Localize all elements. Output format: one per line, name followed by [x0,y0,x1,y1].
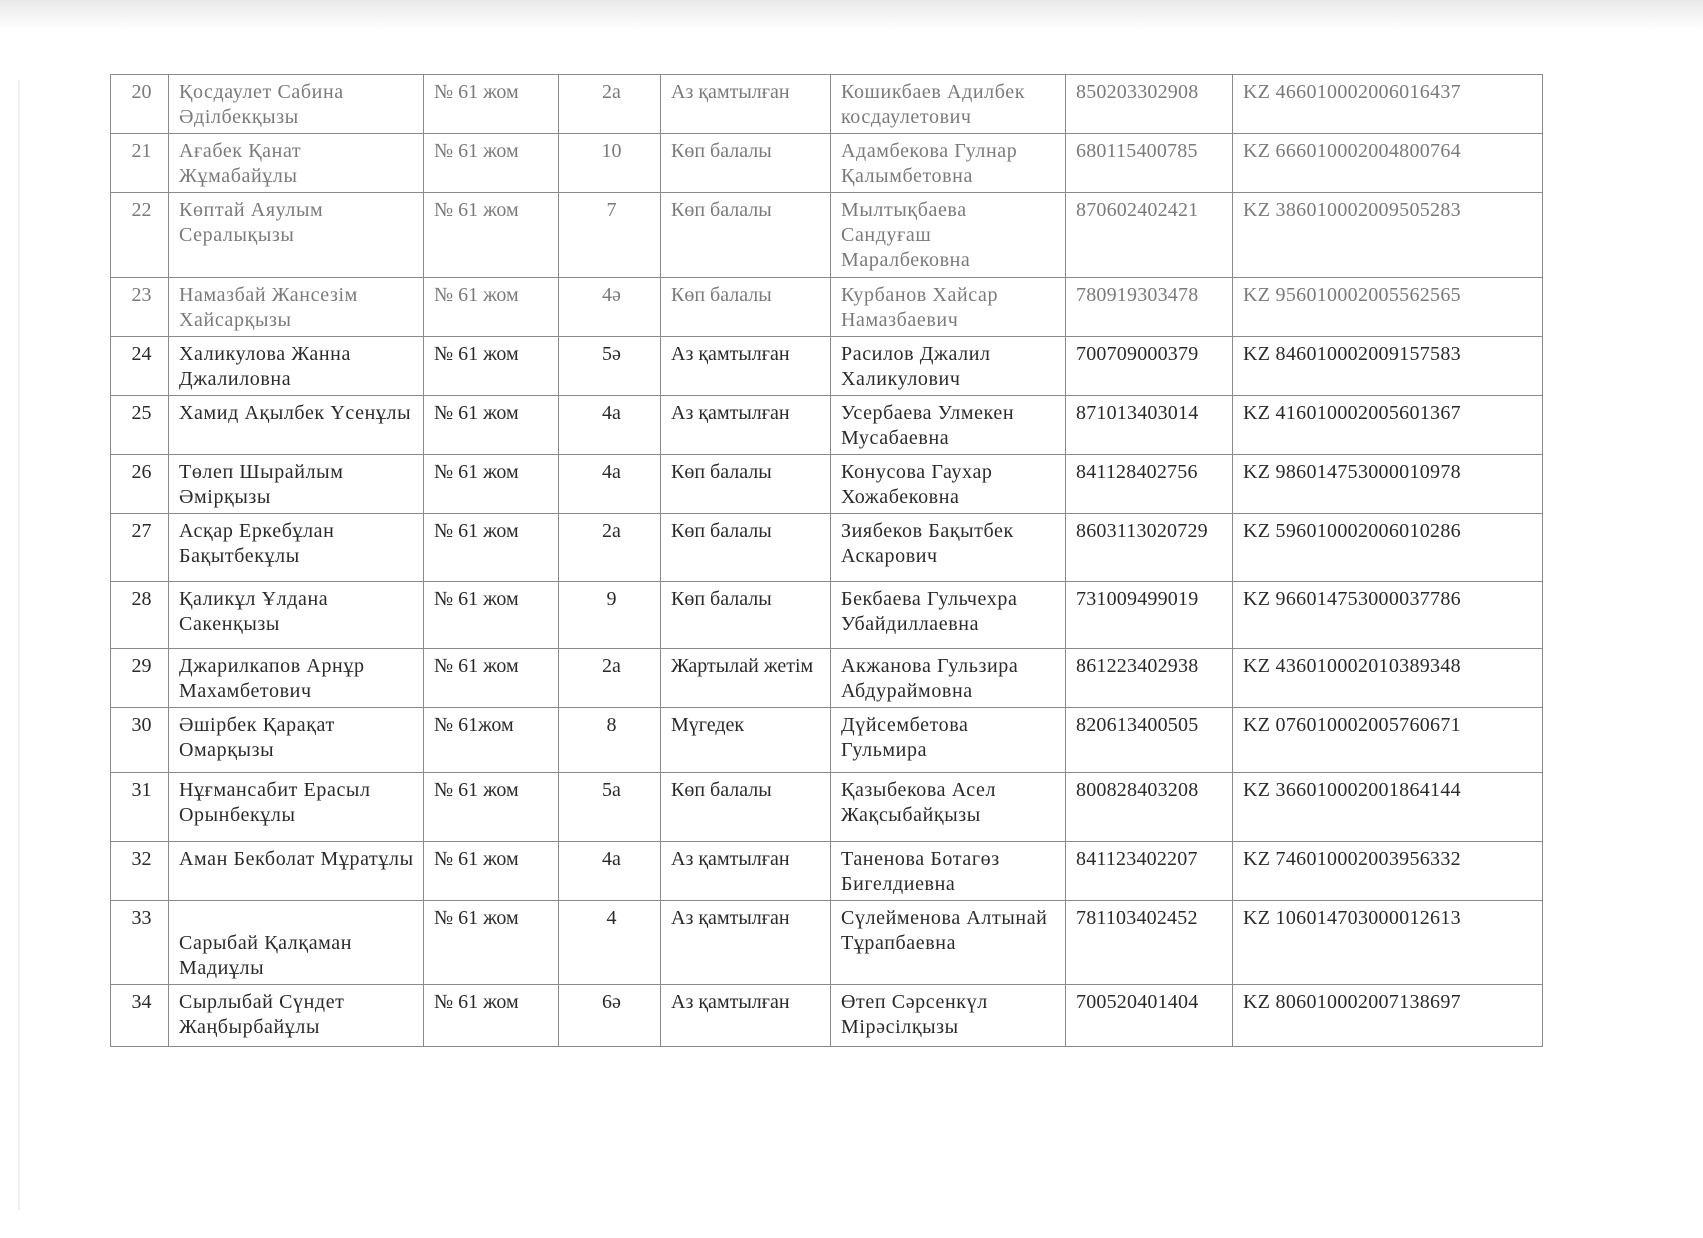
grade: 6ә [559,985,661,1047]
parent-name: Қазыбекова Асел Жақсыбайқызы [831,773,1066,842]
grade: 2а [559,649,661,708]
grade: 8 [559,708,661,773]
parent-iin: 871013403014 [1066,396,1233,455]
student-name: Әшірбек Қарақат Омарқызы [169,708,424,773]
social-category: Көп балалы [661,514,831,582]
parent-name: Кошикбаев Адилбек косдаулетович [831,75,1066,134]
social-category: Көп балалы [661,582,831,649]
school-name: № 61 жом [424,75,559,134]
student-name: Аман Бекболат Мұратұлы [169,842,424,901]
table-row [111,514,1543,582]
row-number: 27 [111,514,169,582]
parent-iin: 8603113020729 [1066,514,1233,582]
table-row [111,649,1543,708]
parent-iin: 700709000379 [1066,337,1233,396]
scan-edge [18,80,20,1210]
student-name: Көптай Аяулым Сералықызы [169,193,424,278]
row-number: 30 [111,708,169,773]
parent-name: Акжанова Гульзира Абдураймовна [831,649,1066,708]
table-row [111,901,1543,985]
grade: 9 [559,582,661,649]
table-row [111,582,1543,649]
social-category: Аз қамтылған [661,901,831,985]
parent-name: Мылтықбаева Сандуғаш Маралбековна [831,193,1066,278]
social-category: Көп балалы [661,134,831,193]
table-row [111,396,1543,455]
student-name: Сырлыбай Сүндет Жаңбырбайұлы [169,985,424,1047]
grade: 4а [559,396,661,455]
table-row [111,193,1543,278]
row-number: 31 [111,773,169,842]
row-number: 29 [111,649,169,708]
parent-iin: 850203302908 [1066,75,1233,134]
school-name: № 61 жом [424,134,559,193]
parent-iin: 700520401404 [1066,985,1233,1047]
parent-iin: 800828403208 [1066,773,1233,842]
school-name: № 61 жом [424,278,559,337]
parent-iin: 861223402938 [1066,649,1233,708]
bank-account: KZ 986014753000010978 [1233,455,1543,514]
grade: 2а [559,514,661,582]
student-name-text: Сарыбай Қалқаман Мадиұлы [179,932,353,979]
student-name: Ағабек Қанат Жұмабайұлы [169,134,424,193]
parent-iin: 780919303478 [1066,278,1233,337]
social-category: Аз қамтылған [661,842,831,901]
student-name: Хамид Ақылбек Үсенұлы [169,396,424,455]
school-name: № 61 жом [424,193,559,278]
parent-iin: 870602402421 [1066,193,1233,278]
parent-name: Сүлейменова Алтынай Тұрапбаевна [831,901,1066,985]
parent-name: Дүйсембетова Гульмира [831,708,1066,773]
bank-account: KZ 846010002009157583 [1233,337,1543,396]
social-category: Көп балалы [661,455,831,514]
recipients-table [110,74,1543,1047]
bank-account: KZ 666010002004800764 [1233,134,1543,193]
bank-account: KZ 366010002001864144 [1233,773,1543,842]
student-name [169,901,424,985]
table-row [111,708,1543,773]
parent-name: Курбанов Хайсар Намазбаевич [831,278,1066,337]
table-row [111,337,1543,396]
grade: 4ә [559,278,661,337]
school-name: № 61 жом [424,649,559,708]
student-name: Джарилкапов Арнұр Махамбетович [169,649,424,708]
bank-account: KZ 416010002005601367 [1233,396,1543,455]
student-name: Төлеп Шырайлым Әмірқызы [169,455,424,514]
row-number: 33 [111,901,169,985]
parent-iin: 731009499019 [1066,582,1233,649]
school-name: № 61 жом [424,396,559,455]
school-name: № 61 жом [424,337,559,396]
social-category: Аз қамтылған [661,396,831,455]
bank-account: KZ 806010002007138697 [1233,985,1543,1047]
row-number: 26 [111,455,169,514]
grade: 4а [559,842,661,901]
row-number: 34 [111,985,169,1047]
social-category: Аз қамтылған [661,337,831,396]
student-name: Қаликұл Ұлдана Сакенқызы [169,582,424,649]
bank-account: KZ 746010002003956332 [1233,842,1543,901]
parent-name: Расилов Джалил Халикулович [831,337,1066,396]
social-category: Аз қамтылған [661,75,831,134]
bank-account: KZ 076010002005760671 [1233,708,1543,773]
table-row [111,842,1543,901]
table-body [111,75,1543,1047]
school-name: № 61 жом [424,773,559,842]
parent-iin: 841123402207 [1066,842,1233,901]
bank-account: KZ 386010002009505283 [1233,193,1543,278]
student-name: Намазбай Жансезім Хайсарқызы [169,278,424,337]
table-row [111,773,1543,842]
grade: 2а [559,75,661,134]
grade: 7 [559,193,661,278]
row-number: 24 [111,337,169,396]
parent-name: Усербаева Улмекен Мусабаевна [831,396,1066,455]
row-number: 20 [111,75,169,134]
parent-name: Таненова Ботагөз Бигелдиевна [831,842,1066,901]
school-name: № 61 жом [424,514,559,582]
social-category: Мүгедек [661,708,831,773]
bank-account: KZ 106014703000012613 [1233,901,1543,985]
grade: 10 [559,134,661,193]
school-name: № 61 жом [424,582,559,649]
row-number: 25 [111,396,169,455]
school-name: № 61жом [424,708,559,773]
row-number: 21 [111,134,169,193]
table-row [111,134,1543,193]
bank-account: KZ 436010002010389348 [1233,649,1543,708]
row-number: 23 [111,278,169,337]
parent-name: Зиябеков Бақытбек Аскарович [831,514,1066,582]
blank-line [179,906,417,931]
student-name: Нұғмансабит Ерасыл Орынбекұлы [169,773,424,842]
bank-account: KZ 966014753000037786 [1233,582,1543,649]
scan-shadow [0,0,1703,30]
grade: 5а [559,773,661,842]
bank-account: KZ 596010002006010286 [1233,514,1543,582]
student-name: Халикулова Жанна Джалиловна [169,337,424,396]
table-row [111,455,1543,514]
row-number: 22 [111,193,169,278]
parent-iin: 781103402452 [1066,901,1233,985]
social-category: Көп балалы [661,773,831,842]
social-category: Көп балалы [661,193,831,278]
parent-name: Конусова Гаухар Хожабековна [831,455,1066,514]
grade: 4 [559,901,661,985]
table-row [111,278,1543,337]
bank-account: KZ 956010002005562565 [1233,278,1543,337]
table-row [111,985,1543,1047]
parent-iin: 680115400785 [1066,134,1233,193]
school-name: № 61 жом [424,985,559,1047]
grade: 5ә [559,337,661,396]
row-number: 28 [111,582,169,649]
parent-name: Адамбекова Гулнар Қалымбетовна [831,134,1066,193]
parent-name: Өтеп Сәрсенкүл Мірәсілқызы [831,985,1066,1047]
parent-iin: 841128402756 [1066,455,1233,514]
table-row [111,75,1543,134]
parent-name: Бекбаева Гульчехра Убайдиллаевна [831,582,1066,649]
social-category: Аз қамтылған [661,985,831,1047]
student-name: Қосдаулет Сабина Әділбекқызы [169,75,424,134]
social-category: Жартылай жетім [661,649,831,708]
bank-account: KZ 466010002006016437 [1233,75,1543,134]
school-name: № 61 жом [424,842,559,901]
grade: 4а [559,455,661,514]
social-category: Көп балалы [661,278,831,337]
school-name: № 61 жом [424,901,559,985]
student-name: Асқар Еркебұлан Бақытбекұлы [169,514,424,582]
row-number: 32 [111,842,169,901]
school-name: № 61 жом [424,455,559,514]
parent-iin: 820613400505 [1066,708,1233,773]
